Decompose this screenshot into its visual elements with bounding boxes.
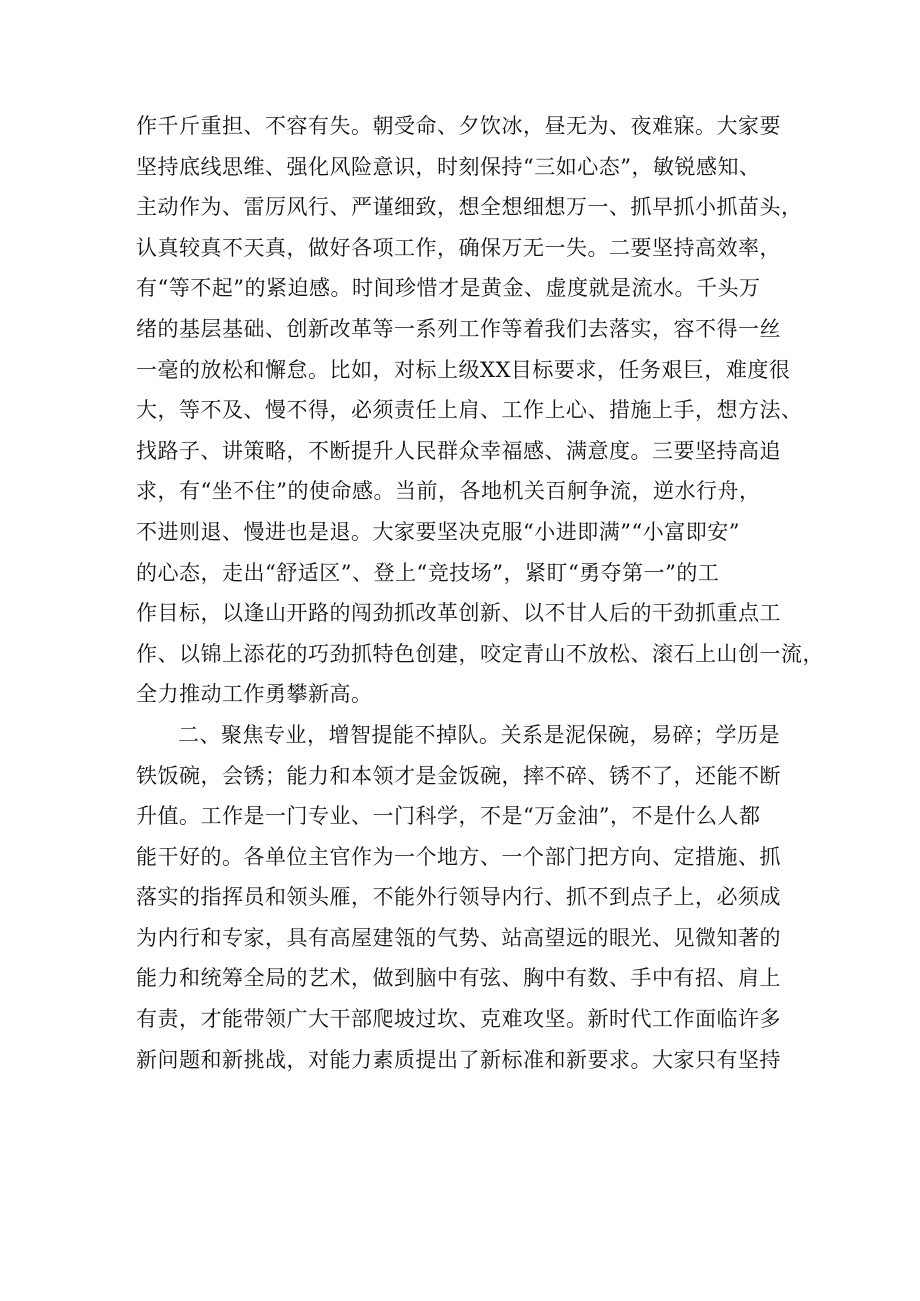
text-line: 作目标，以逢山开路的闯劲抓改革创新、以不甘人后的干劲抓重点工 [136, 601, 781, 626]
text-line: 坚持底线思维、强化风险意识，时刻保持“三如心态”，敏锐感知、 [136, 154, 761, 179]
text-line: 绪的基层基础、创新改革等一系列工作等着我们去落实，容不得一丝 [136, 316, 781, 341]
text-line: 落实的指挥员和领头雁，不能外行领导内行、抓不到点子上，必须成 [136, 885, 781, 910]
text-line: 铁饭碗，会锈；能力和本领才是金饭碗，摔不碎、锈不了，还能不断 [136, 763, 781, 788]
text-line: 升值。工作是一门专业、一门科学，不是“万金油”，不是什么人都 [136, 804, 761, 829]
text-line: 一毫的放松和懈怠。比如，对标上级XX目标要求，任务艰巨，难度很 [136, 357, 791, 382]
text-line: 找路子、讲策略，不断提升人民群众幸福感、满意度。三要坚持高追 [136, 438, 781, 463]
section-heading-line: 二、聚焦专业，增智提能不掉队。关系是泥保碗，易碎；学历是 [178, 722, 780, 747]
text-line: 作、以锦上添花的巧劲抓特色创建，咬定青山不放松、滚石上山创一流， [136, 641, 824, 666]
text-line: 主动作为、雷厉风行、严谨细致，想全想细想万一、抓早抓小抓苗头， [136, 195, 803, 220]
text-line: 新问题和新挑战，对能力素质提出了新标准和新要求。大家只有坚持 [136, 1047, 781, 1072]
text-line: 有责，才能带领广大干部爬坡过坎、克难攻坚。新时代工作面临许多 [136, 1007, 781, 1032]
text-line: 作千斤重担、不容有失。朝受命、夕饮冰，昼无为、夜难寐。大家要 [136, 114, 781, 138]
text-line: 不进则退、慢进也是退。大家要坚决克服“小进即满”“小富即安” [136, 519, 740, 544]
text-line: 全力推动工作勇攀新高。 [136, 682, 373, 707]
text-line: 为内行和专家，具有高屋建瓴的气势、站高望远的眼光、见微知著的 [136, 925, 781, 950]
text-line: 求，有“坐不住”的使命感。当前，各地机关百舸争流，逆水行舟， [136, 479, 761, 504]
text-line: 大，等不及、慢不得，必须责任上肩、工作上心、措施上手，想方法、 [136, 398, 803, 423]
text-line: 认真较真不天真，做好各项工作，确保万无一失。二要坚持高效率， [136, 235, 781, 260]
body-text [136, 106, 824, 1080]
text-line: 的心态，走出“舒适区”、登上“竞技场”，紧盯“勇夺第一”的工 [136, 560, 720, 585]
text-line: 能力和统筹全局的艺术，做到脑中有弦、胸中有数、手中有招、肩上 [136, 966, 781, 991]
text-line: 能干好的。各单位主官作为一个地方、一个部门把方向、定措施、抓 [136, 844, 781, 869]
text-line: 有“等不起”的紧迫感。时间珍惜才是黄金、虚度就是流水。千头万 [136, 276, 761, 301]
